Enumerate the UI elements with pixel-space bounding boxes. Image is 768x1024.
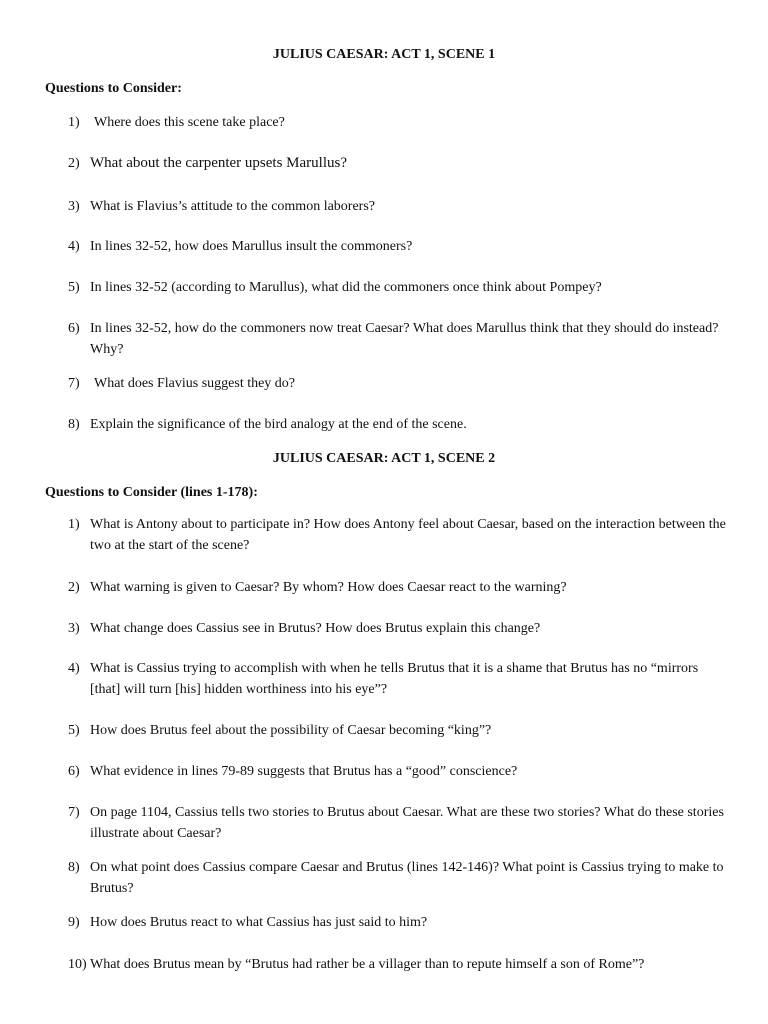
question-text: In lines 32-52, how do the commoners now treat Caesar? What does Marullus think that they should do instead? Why? (90, 321, 719, 357)
scene2-question-2 (68, 577, 728, 598)
scene1-question-8 (68, 414, 728, 435)
scene2-question-3 (68, 618, 728, 639)
question-text: What does Brutus mean by “Brutus had rather be a villager than to repute himself a son of Rome”? (90, 957, 645, 972)
question-number: 3) (68, 621, 80, 636)
question-number: 8) (68, 417, 80, 432)
scene2-question-8 (68, 857, 728, 899)
question-text: What warning is given to Caesar? By whom? How does Caesar react to the warning? (90, 580, 567, 595)
question-number: 6) (68, 764, 80, 779)
question-number: 3) (68, 199, 80, 214)
question-text: What does Flavius suggest they do? (94, 376, 296, 391)
question-number: 4) (68, 239, 80, 254)
question-number: 10) (68, 957, 87, 972)
scene1-question-1 (68, 112, 728, 133)
question-text: How does Brutus react to what Cassius has just said to him? (90, 915, 428, 930)
scene2-question-6 (68, 761, 728, 782)
question-text: How does Brutus feel about the possibility of Caesar becoming “king”? (90, 723, 492, 738)
question-text: In lines 32-52 (according to Marullus), what did the commoners once think about Pompey? (90, 280, 602, 295)
question-text: Where does this scene take place? (94, 115, 285, 130)
scene1-question-5 (68, 277, 728, 298)
scene1-question-6 (68, 318, 728, 360)
scene1-question-3 (68, 196, 728, 217)
question-number: 1) (68, 517, 80, 532)
question-number: 9) (68, 915, 80, 930)
scene1-subheading: Questions to Consider: (45, 81, 182, 96)
question-text: What about the carpenter upsets Marullus? (90, 155, 347, 171)
scene1-question-4 (68, 236, 728, 257)
question-number: 2) (68, 580, 80, 595)
scene1-title: JULIUS CAESAR: ACT 1, SCENE 1 (272, 47, 496, 62)
question-number: 1) (68, 115, 80, 130)
question-number: 4) (68, 661, 80, 676)
question-text: On what point does Cassius compare Caesar and Brutus (lines 142-146)? What point is Cassius trying to make to Brutus? (90, 860, 724, 896)
question-text: What change does Cassius see in Brutus? How does Brutus explain this change? (90, 621, 541, 636)
question-text: In lines 32-52, how does Marullus insult the commoners? (90, 239, 413, 254)
question-text: Explain the significance of the bird analogy at the end of the scene. (90, 417, 467, 432)
scene2-question-1 (68, 514, 728, 556)
scene2-question-7 (68, 802, 728, 844)
question-number: 5) (68, 723, 80, 738)
question-number: 7) (68, 805, 80, 820)
question-text: What is Flavius’s attitude to the common laborers? (90, 199, 375, 214)
scene2-question-4 (68, 658, 728, 700)
question-text: What is Antony about to participate in? How does Antony feel about Caesar, based on the interaction between the two at the start of the scene? (90, 517, 726, 553)
question-number: 8) (68, 860, 80, 875)
scene2-subheading: Questions to Consider (lines 1-178): (45, 485, 258, 500)
question-text: On page 1104, Cassius tells two stories to Brutus about Caesar. What are these two stories? What do these stories illustrate about Caesar? (90, 805, 724, 841)
scene2-question-9 (68, 912, 728, 933)
scene2-question-5 (68, 720, 728, 741)
question-text: What evidence in lines 79-89 suggests that Brutus has a “good” conscience? (90, 764, 518, 779)
question-text: What is Cassius trying to accomplish with when he tells Brutus that it is a shame that Brutus has no “mirrors [that] will turn [his] hidden worthiness into his eye”? (90, 661, 699, 697)
question-number: 7) (68, 376, 80, 391)
question-number: 6) (68, 321, 80, 336)
scene1-question-2 (68, 153, 728, 174)
scene2-question-10 (68, 954, 728, 975)
scene2-title: JULIUS CAESAR: ACT 1, SCENE 2 (272, 451, 496, 466)
question-number: 2) (68, 156, 80, 171)
question-number: 5) (68, 280, 80, 295)
scene1-question-7 (68, 373, 728, 394)
